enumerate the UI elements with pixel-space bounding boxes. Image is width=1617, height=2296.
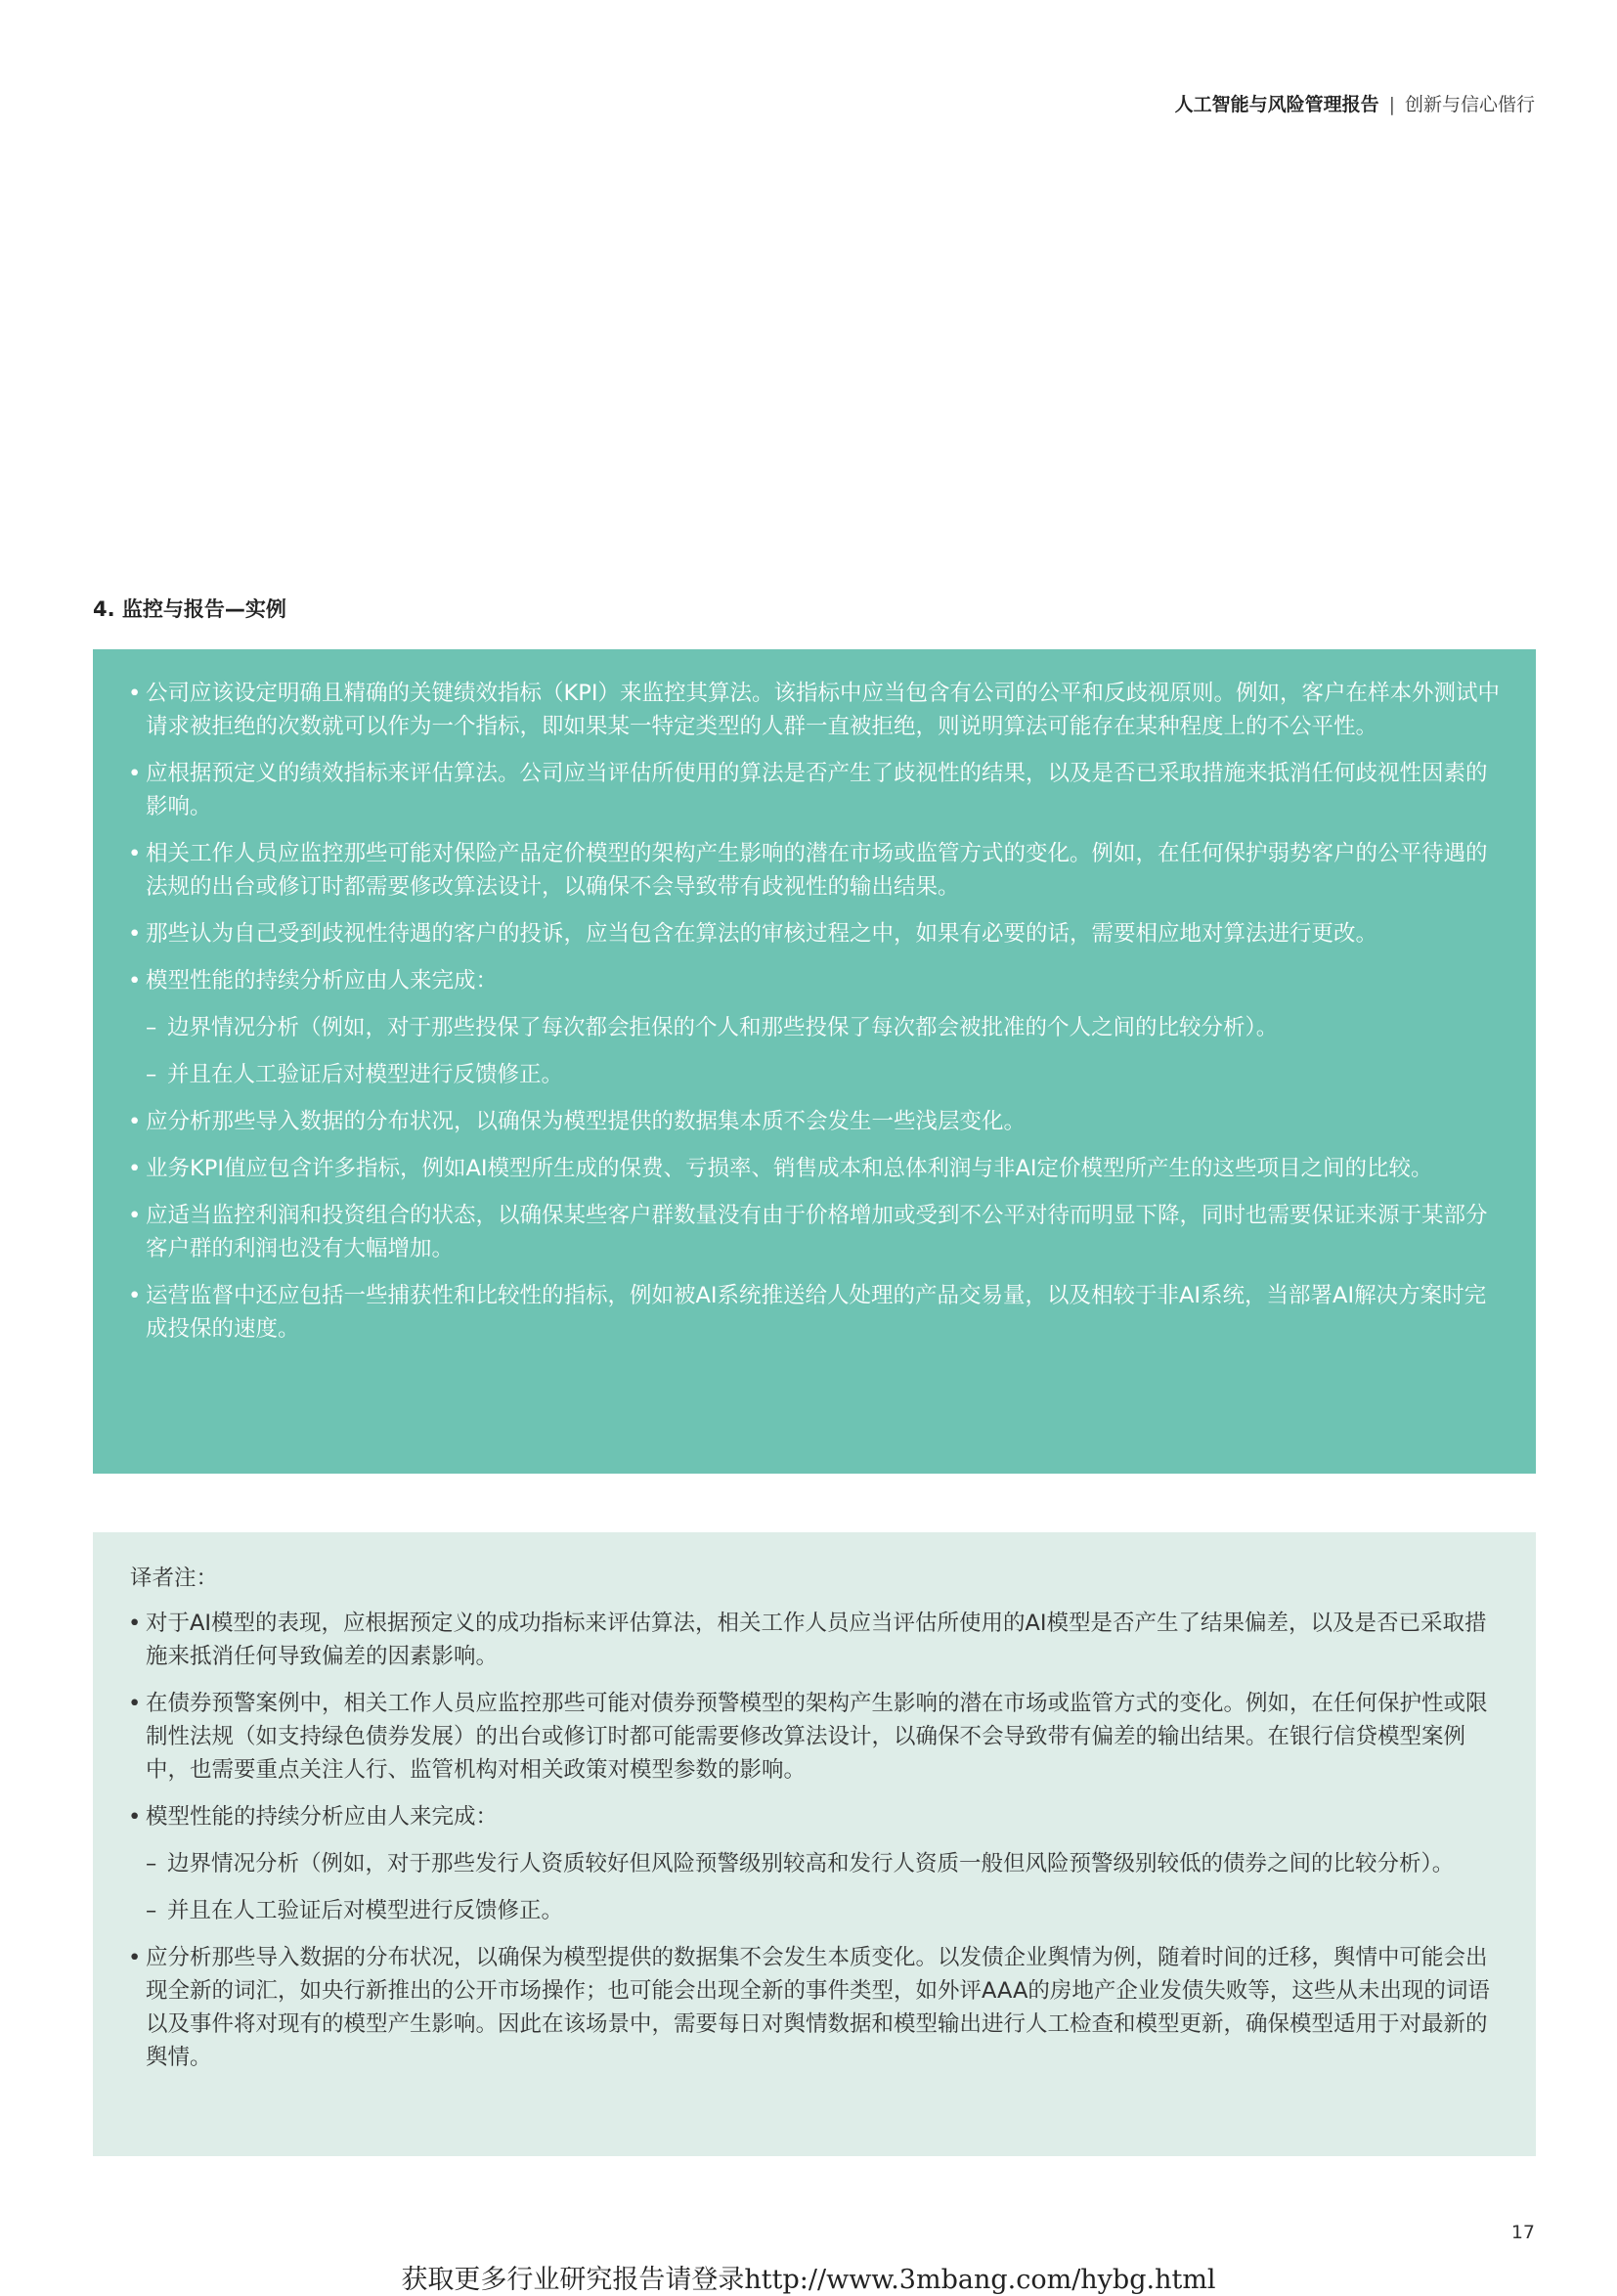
list-item: • 应适当监控利润和投资组合的状态，以确保某些客户群数量没有由于价格增加或受到不公平对待而明显下降，同时也需要保证来源于某部分客户群的利润也没有大幅增加。	[128, 1199, 1501, 1265]
list-item: • 应分析那些导入数据的分布状况，以确保为模型提供的数据集本质不会发生一些浅层变化。	[128, 1105, 1501, 1138]
list-item: • 应根据预定义的绩效指标来评估算法。公司应当评估所使用的算法是否产生了歧视性的结果，以及是否已采取措施来抵消任何歧视性因素的影响。	[128, 757, 1501, 823]
header-subtitle: 创新与信心偕行	[1404, 94, 1535, 115]
list-item: • 在债券预警案例中，相关工作人员应监控那些可能对债券预警模型的架构产生影响的潜在市场或监管方式的变化。例如，在任何保护性或限制性法规（如支持绿色债券发展）的出台或修订时都可能需要修改算法设计，以确保不会导致带有偏差的输出结果。在银行信贷模型案例中，也需要重点关注人行、监管机构对相关政策对模型参数的影响。	[128, 1687, 1501, 1787]
examples-box	[93, 649, 1536, 1474]
examples-list	[128, 677, 1501, 1346]
list-item: • 业务KPI值应包含许多指标，例如AI模型所生成的保费、亏损率、销售成本和总体利润与非AI定价模型所产生的这些项目之间的比较。	[128, 1152, 1501, 1185]
list-item: • 那些认为自己受到歧视性待遇的客户的投诉，应当包含在算法的审核过程之中，如果有必要的话，需要相应地对算法进行更改。	[128, 917, 1501, 950]
sub-list-item: – 并且在人工验证后对模型进行反馈修正。	[128, 1058, 1501, 1091]
sub-list-item: – 并且在人工验证后对模型进行反馈修正。	[128, 1894, 1501, 1927]
translator-note-list	[128, 1607, 1501, 2074]
footer-link[interactable]: 获取更多行业研究报告请登录http://www.3mbang.com/hybg.html	[401, 2265, 1216, 2295]
translator-note-box	[93, 1532, 1536, 2156]
section-title: 4. 监控与报告—实例	[93, 597, 286, 621]
list-item: • 运营监督中还应包括一些捕获性和比较性的指标，例如被AI系统推送给人处理的产品交易量，以及相较于非AI系统，当部署AI解决方案时完成投保的速度。	[128, 1279, 1501, 1346]
header-report-title: 人工智能与风险管理报告	[1174, 94, 1379, 115]
list-item: • 模型性能的持续分析应由人来完成：	[128, 1800, 1501, 1833]
translator-note-title: 译者注：	[130, 1566, 219, 1591]
list-item: • 模型性能的持续分析应由人来完成：	[128, 964, 1501, 997]
sub-list-item: – 边界情况分析（例如，对于那些发行人资质较好但风险预警级别较高和发行人资质一般但风险预警级别较低的债券之间的比较分析）。	[128, 1847, 1501, 1880]
list-item: • 对于AI模型的表现，应根据预定义的成功指标来评估算法，相关工作人员应当评估所使用的AI模型是否产生了结果偏差，以及是否已采取措施来抵消任何导致偏差的因素影响。	[128, 1607, 1501, 1673]
header-separator: |	[1388, 94, 1395, 115]
running-header	[1175, 90, 1535, 116]
list-item: • 应分析那些导入数据的分布状况，以确保为模型提供的数据集不会发生本质变化。以发债企业舆情为例，随着时间的迁移，舆情中可能会出现全新的词汇，如央行新推出的公开市场操作；也可能会出现全新的事件类型，如外评AAA的房地产企业发债失败等，这些从未出现的词语以及事件将对现有的模型产生影响。因此在该场景中，需要每日对舆情数据和模型输出进行人工检查和模型更新，确保模型适用于对最新的舆情。	[128, 1941, 1501, 2074]
list-item: • 公司应该设定明确且精确的关键绩效指标（KPI）来监控其算法。该指标中应当包含有公司的公平和反歧视原则。例如，客户在样本外测试中请求被拒绝的次数就可以作为一个指标，即如果某一特定类型的人群一直被拒绝，则说明算法可能存在某种程度上的不公平性。	[128, 677, 1501, 743]
list-item: • 相关工作人员应监控那些可能对保险产品定价模型的架构产生影响的潜在市场或监管方式的变化。例如，在任何保护弱势客户的公平待遇的法规的出台或修订时都需要修改算法设计，以确保不会导致带有歧视性的输出结果。	[128, 837, 1501, 904]
page-number: 17	[1510, 2222, 1535, 2243]
sub-list-item: – 边界情况分析（例如，对于那些投保了每次都会拒保的个人和那些投保了每次都会被批准的个人之间的比较分析）。	[128, 1011, 1501, 1044]
